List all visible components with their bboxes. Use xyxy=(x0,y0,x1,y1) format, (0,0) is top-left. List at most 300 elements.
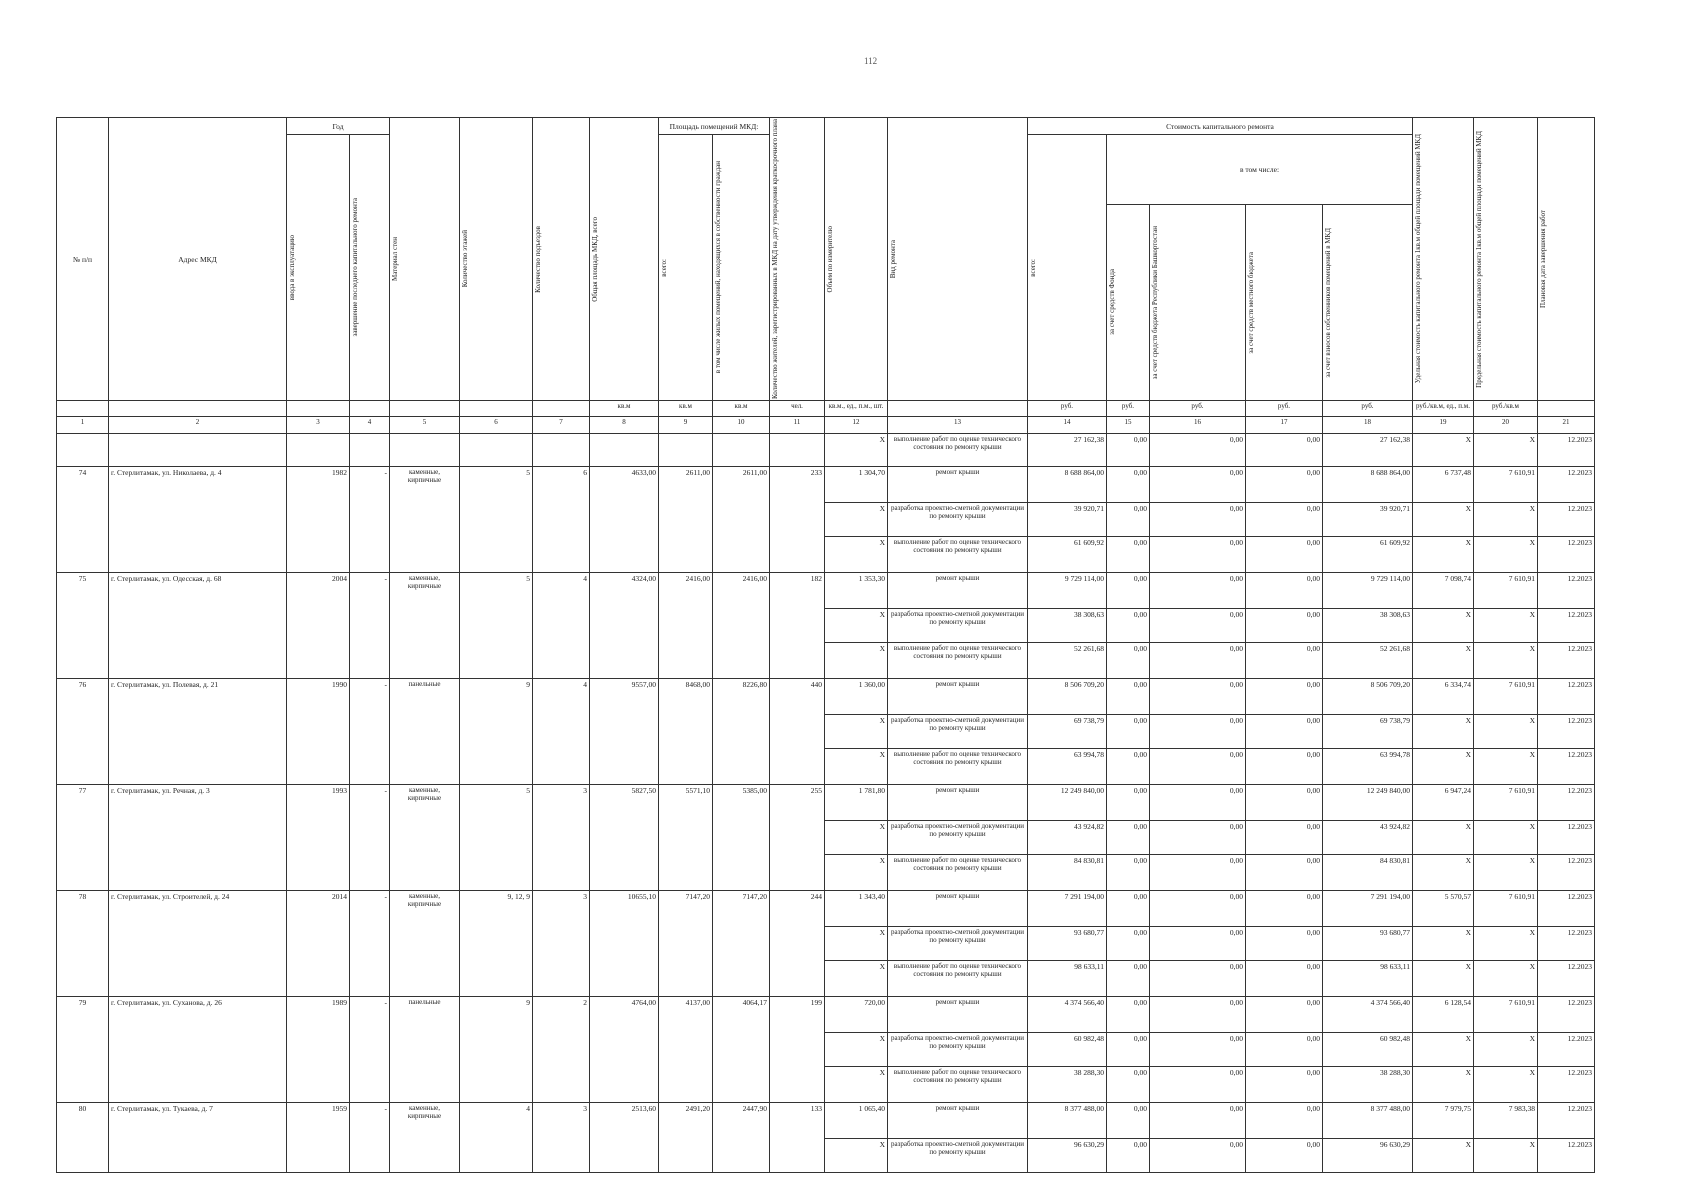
cost-total-cell: 60 982,48 xyxy=(1028,1033,1107,1067)
repair-type-cell: разработка проектно-сметной документации по ремонту крыши xyxy=(888,1033,1028,1067)
cost-republic-cell: 0,00 xyxy=(1150,715,1246,749)
unit-cost-cell: X xyxy=(1413,715,1474,749)
row-number-cell: 77 xyxy=(57,785,109,891)
column-number-cell: 9 xyxy=(659,417,713,434)
column-number-cell: 5 xyxy=(390,417,460,434)
header-fund: за счет средств Фонда xyxy=(1107,204,1150,400)
volume-cell: X xyxy=(825,855,888,891)
empty-cell xyxy=(350,434,390,467)
max-cost-cell: X xyxy=(1474,715,1538,749)
residents-cell: 440 xyxy=(770,679,825,785)
column-number-cell: 10 xyxy=(713,417,770,434)
max-cost-cell: 7 610,91 xyxy=(1474,679,1538,715)
table-row xyxy=(57,573,1595,609)
repair-plan-table xyxy=(56,117,1595,1173)
unit-cell xyxy=(533,401,590,417)
cost-owners-cell: 8 506 709,20 xyxy=(1323,679,1413,715)
area-all-cell: 7147,20 xyxy=(659,891,713,997)
cost-owners-cell: 93 680,77 xyxy=(1323,927,1413,961)
cost-fund-cell: 0,00 xyxy=(1107,1067,1150,1103)
commissioning-year-cell: 2004 xyxy=(287,573,350,679)
cost-local-cell: 0,00 xyxy=(1246,997,1323,1033)
column-number-cell: 8 xyxy=(590,417,659,434)
empty-cell xyxy=(770,434,825,467)
unit-cell: руб. xyxy=(1246,401,1323,417)
cost-republic-cell: 0,00 xyxy=(1150,609,1246,643)
cost-local-cell: 0,00 xyxy=(1246,1033,1323,1067)
total-area-cell: 4324,00 xyxy=(590,573,659,679)
cost-fund-cell: 0,00 xyxy=(1107,785,1150,821)
unit-cost-cell: 6 334,74 xyxy=(1413,679,1474,715)
address-cell: г. Стерлитамак, ул. Тукаева, д. 7 xyxy=(109,1103,287,1173)
cost-total-cell: 8 688 864,00 xyxy=(1028,467,1107,503)
total-area-cell: 9557,00 xyxy=(590,679,659,785)
repair-type-cell: ремонт крыши xyxy=(888,467,1028,503)
repair-type-cell: выполнение работ по оценке технического состояния по ремонту крыши xyxy=(888,643,1028,679)
entrances-cell: 3 xyxy=(533,785,590,891)
max-cost-cell: X xyxy=(1474,1139,1538,1173)
cost-republic-cell: 0,00 xyxy=(1150,573,1246,609)
floors-cell: 9 xyxy=(460,997,533,1103)
column-number-cell: 14 xyxy=(1028,417,1107,434)
volume-cell: X xyxy=(825,961,888,997)
repair-type-cell: разработка проектно-сметной документации по ремонту крыши xyxy=(888,821,1028,855)
cost-fund-cell: 0,00 xyxy=(1107,467,1150,503)
cost-local-cell: 0,00 xyxy=(1246,961,1323,997)
cost-republic-cell: 0,00 xyxy=(1150,503,1246,537)
volume-cell: X xyxy=(825,643,888,679)
column-number-cell: 21 xyxy=(1538,417,1595,434)
empty-cell xyxy=(390,434,460,467)
column-number-cell: 20 xyxy=(1474,417,1538,434)
max-cost-cell: X xyxy=(1474,434,1538,467)
column-number-cell: 3 xyxy=(287,417,350,434)
max-cost-cell: X xyxy=(1474,503,1538,537)
area-owned-cell: 7147,20 xyxy=(713,891,770,997)
volume-cell: X xyxy=(825,821,888,855)
empty-cell xyxy=(533,434,590,467)
last-repair-cell: - xyxy=(350,467,390,573)
unit-cell: кв.м xyxy=(713,401,770,417)
empty-cell xyxy=(460,434,533,467)
unit-cell: кв.м xyxy=(590,401,659,417)
cost-owners-cell: 98 633,11 xyxy=(1323,961,1413,997)
unit-cost-cell: X xyxy=(1413,537,1474,573)
unit-cost-cell: X xyxy=(1413,961,1474,997)
column-number-cell: 17 xyxy=(1246,417,1323,434)
area-owned-cell: 2447,90 xyxy=(713,1103,770,1173)
residents-cell: 255 xyxy=(770,785,825,891)
unit-cost-cell: 7 098,74 xyxy=(1413,573,1474,609)
cost-local-cell: 0,00 xyxy=(1246,1139,1323,1173)
address-cell: г. Стерлитамак, ул. Николаева, д. 4 xyxy=(109,467,287,573)
floors-cell: 5 xyxy=(460,573,533,679)
area-all-cell: 2611,00 xyxy=(659,467,713,573)
entrances-cell: 2 xyxy=(533,997,590,1103)
cost-republic-cell: 0,00 xyxy=(1150,785,1246,821)
header-volume: Объем по измерителю xyxy=(825,118,888,401)
cost-fund-cell: 0,00 xyxy=(1107,891,1150,927)
area-owned-cell: 2416,00 xyxy=(713,573,770,679)
cost-republic-cell: 0,00 xyxy=(1150,961,1246,997)
planned-date-cell: 12.2023 xyxy=(1538,927,1595,961)
unit-cell xyxy=(287,401,350,417)
floors-cell: 9 xyxy=(460,679,533,785)
table-row xyxy=(57,434,1595,467)
volume-cell: X xyxy=(825,503,888,537)
max-cost-cell: 7 610,91 xyxy=(1474,997,1538,1033)
row-number-cell: 76 xyxy=(57,679,109,785)
cost-local-cell: 0,00 xyxy=(1246,785,1323,821)
cost-republic-cell: 0,00 xyxy=(1150,1139,1246,1173)
header-address: Адрес МКД xyxy=(109,118,287,401)
repair-type-cell: выполнение работ по оценке технического состояния по ремонту крыши xyxy=(888,961,1028,997)
unit-cell xyxy=(460,401,533,417)
area-all-cell: 8468,00 xyxy=(659,679,713,785)
last-repair-cell: - xyxy=(350,891,390,997)
cost-local-cell: 0,00 xyxy=(1246,855,1323,891)
max-cost-cell: X xyxy=(1474,961,1538,997)
planned-date-cell: 12.2023 xyxy=(1538,855,1595,891)
commissioning-year-cell: 1990 xyxy=(287,679,350,785)
max-cost-cell: X xyxy=(1474,927,1538,961)
address-cell: г. Стерлитамак, ул. Строителей, д. 24 xyxy=(109,891,287,997)
cost-local-cell: 0,00 xyxy=(1246,927,1323,961)
header-area-group: Площадь помещений МКД: xyxy=(659,118,770,135)
total-area-cell: 10655,10 xyxy=(590,891,659,997)
area-owned-cell: 2611,00 xyxy=(713,467,770,573)
cost-local-cell: 0,00 xyxy=(1246,821,1323,855)
residents-cell: 199 xyxy=(770,997,825,1103)
max-cost-cell: 7 610,91 xyxy=(1474,785,1538,821)
max-cost-cell: X xyxy=(1474,1067,1538,1103)
unit-cell: руб. xyxy=(1028,401,1107,417)
residents-cell: 244 xyxy=(770,891,825,997)
cost-owners-cell: 38 308,63 xyxy=(1323,609,1413,643)
cost-fund-cell: 0,00 xyxy=(1107,609,1150,643)
total-area-cell: 4633,00 xyxy=(590,467,659,573)
address-cell: г. Стерлитамак, ул. Речная, д. 3 xyxy=(109,785,287,891)
max-cost-cell: X xyxy=(1474,1033,1538,1067)
commissioning-year-cell: 1993 xyxy=(287,785,350,891)
entrances-cell: 3 xyxy=(533,1103,590,1173)
cost-owners-cell: 27 162,38 xyxy=(1323,434,1413,467)
planned-date-cell: 12.2023 xyxy=(1538,997,1595,1033)
cost-owners-cell: 38 288,30 xyxy=(1323,1067,1413,1103)
last-repair-cell: - xyxy=(350,997,390,1103)
unit-cell: кв.м., ед., п.м., шт. xyxy=(825,401,888,417)
cost-owners-cell: 8 377 488,00 xyxy=(1323,1103,1413,1139)
cost-local-cell: 0,00 xyxy=(1246,573,1323,609)
planned-date-cell: 12.2023 xyxy=(1538,573,1595,609)
page-number: 112 xyxy=(864,56,878,66)
max-cost-cell: X xyxy=(1474,821,1538,855)
total-area-cell: 4764,00 xyxy=(590,997,659,1103)
column-number-cell: 13 xyxy=(888,417,1028,434)
header-commissioning: ввода в эксплуатацию xyxy=(287,135,350,401)
unit-cell xyxy=(350,401,390,417)
wall-material-cell: каменные, кирпичные xyxy=(390,573,460,679)
cost-local-cell: 0,00 xyxy=(1246,749,1323,785)
units-row xyxy=(57,401,1595,417)
planned-date-cell: 12.2023 xyxy=(1538,643,1595,679)
header-cost-total: всего: xyxy=(1028,135,1107,401)
header-area-owned: в том числе жилых помещений, находящихся в собственности граждан xyxy=(713,135,770,401)
unit-cost-cell: X xyxy=(1413,1067,1474,1103)
entrances-cell: 4 xyxy=(533,679,590,785)
volume-cell: X xyxy=(825,927,888,961)
planned-date-cell: 12.2023 xyxy=(1538,1033,1595,1067)
planned-date-cell: 12.2023 xyxy=(1538,1103,1595,1139)
cost-total-cell: 4 374 566,40 xyxy=(1028,997,1107,1033)
row-number-cell: 79 xyxy=(57,997,109,1103)
header-total-area: Общая площадь МКД, всего xyxy=(590,118,659,401)
repair-type-cell: выполнение работ по оценке технического состояния по ремонту крыши xyxy=(888,434,1028,467)
cost-total-cell: 27 162,38 xyxy=(1028,434,1107,467)
volume-cell: X xyxy=(825,1139,888,1173)
unit-cell xyxy=(390,401,460,417)
planned-date-cell: 12.2023 xyxy=(1538,961,1595,997)
cost-republic-cell: 0,00 xyxy=(1150,855,1246,891)
unit-cell: руб./кв.м xyxy=(1474,401,1538,417)
entrances-cell: 3 xyxy=(533,891,590,997)
column-number-cell: 12 xyxy=(825,417,888,434)
cost-local-cell: 0,00 xyxy=(1246,891,1323,927)
last-repair-cell: - xyxy=(350,573,390,679)
row-number-cell: 74 xyxy=(57,467,109,573)
row-number-cell: 78 xyxy=(57,891,109,997)
floors-cell: 5 xyxy=(460,785,533,891)
table-body xyxy=(57,434,1595,1173)
cost-fund-cell: 0,00 xyxy=(1107,855,1150,891)
cost-republic-cell: 0,00 xyxy=(1150,679,1246,715)
cost-republic-cell: 0,00 xyxy=(1150,891,1246,927)
max-cost-cell: 7 610,91 xyxy=(1474,573,1538,609)
planned-date-cell: 12.2023 xyxy=(1538,503,1595,537)
wall-material-cell: каменные, кирпичные xyxy=(390,1103,460,1173)
header-num: № п/п xyxy=(57,118,109,401)
column-number-cell: 4 xyxy=(350,417,390,434)
unit-cost-cell: X xyxy=(1413,927,1474,961)
cost-owners-cell: 52 261,68 xyxy=(1323,643,1413,679)
wall-material-cell: панельные xyxy=(390,679,460,785)
cost-republic-cell: 0,00 xyxy=(1150,467,1246,503)
unit-cell: кв.м xyxy=(659,401,713,417)
unit-cost-cell: X xyxy=(1413,855,1474,891)
planned-date-cell: 12.2023 xyxy=(1538,467,1595,503)
entrances-cell: 6 xyxy=(533,467,590,573)
cost-fund-cell: 0,00 xyxy=(1107,643,1150,679)
commissioning-year-cell: 2014 xyxy=(287,891,350,997)
cost-local-cell: 0,00 xyxy=(1246,609,1323,643)
header-max-cost: Предельная стоимость капитального ремонта 1кв.м общей площади помещений МКД xyxy=(1474,118,1538,401)
cost-fund-cell: 0,00 xyxy=(1107,749,1150,785)
unit-cost-cell: X xyxy=(1413,434,1474,467)
cost-republic-cell: 0,00 xyxy=(1150,927,1246,961)
max-cost-cell: X xyxy=(1474,537,1538,573)
max-cost-cell: X xyxy=(1474,855,1538,891)
empty-cell xyxy=(659,434,713,467)
cost-fund-cell: 0,00 xyxy=(1107,503,1150,537)
last-repair-cell: - xyxy=(350,679,390,785)
repair-type-cell: выполнение работ по оценке технического состояния по ремонту крыши xyxy=(888,749,1028,785)
total-area-cell: 2513,60 xyxy=(590,1103,659,1173)
volume-cell: 1 065,40 xyxy=(825,1103,888,1139)
table-header xyxy=(57,118,1595,434)
header-unit-cost: Удельная стоимость капитального ремонта 1кв.м общей площади помещений МКД xyxy=(1413,118,1474,401)
cost-fund-cell: 0,00 xyxy=(1107,1139,1150,1173)
header-owners: за счет взносов собственников помещений в МКД xyxy=(1323,204,1413,400)
volume-cell: 1 781,80 xyxy=(825,785,888,821)
area-owned-cell: 8226,80 xyxy=(713,679,770,785)
unit-cell: руб. xyxy=(1323,401,1413,417)
unit-cost-cell: 6 947,24 xyxy=(1413,785,1474,821)
area-all-cell: 2416,00 xyxy=(659,573,713,679)
cost-total-cell: 96 630,29 xyxy=(1028,1139,1107,1173)
repair-type-cell: разработка проектно-сметной документации по ремонту крыши xyxy=(888,609,1028,643)
area-owned-cell: 4064,17 xyxy=(713,997,770,1103)
cost-owners-cell: 4 374 566,40 xyxy=(1323,997,1413,1033)
cost-local-cell: 0,00 xyxy=(1246,715,1323,749)
cost-republic-cell: 0,00 xyxy=(1150,537,1246,573)
volume-cell: 720,00 xyxy=(825,997,888,1033)
repair-type-cell: разработка проектно-сметной документации по ремонту крыши xyxy=(888,715,1028,749)
cost-owners-cell: 39 920,71 xyxy=(1323,503,1413,537)
column-number-cell: 1 xyxy=(57,417,109,434)
cost-total-cell: 63 994,78 xyxy=(1028,749,1107,785)
floors-cell: 4 xyxy=(460,1103,533,1173)
area-all-cell: 2491,20 xyxy=(659,1103,713,1173)
volume-cell: 1 353,30 xyxy=(825,573,888,609)
cost-fund-cell: 0,00 xyxy=(1107,573,1150,609)
row-number-cell: 80 xyxy=(57,1103,109,1173)
cost-fund-cell: 0,00 xyxy=(1107,927,1150,961)
cost-owners-cell: 7 291 194,00 xyxy=(1323,891,1413,927)
cost-total-cell: 43 924,82 xyxy=(1028,821,1107,855)
entrances-cell: 4 xyxy=(533,573,590,679)
cost-local-cell: 0,00 xyxy=(1246,1067,1323,1103)
planned-date-cell: 12.2023 xyxy=(1538,1139,1595,1173)
volume-cell: X xyxy=(825,434,888,467)
cost-republic-cell: 0,00 xyxy=(1150,1033,1246,1067)
header-repair-type: Вид ремонта xyxy=(888,118,1028,401)
cost-local-cell: 0,00 xyxy=(1246,503,1323,537)
cost-local-cell: 0,00 xyxy=(1246,537,1323,573)
volume-cell: X xyxy=(825,749,888,785)
unit-cell xyxy=(57,401,109,417)
wall-material-cell: панельные xyxy=(390,997,460,1103)
unit-cost-cell: X xyxy=(1413,749,1474,785)
unit-cost-cell: X xyxy=(1413,821,1474,855)
address-cell: г. Стерлитамак, ул. Одесская, д. 68 xyxy=(109,573,287,679)
repair-type-cell: выполнение работ по оценке технического состояния по ремонту крыши xyxy=(888,1067,1028,1103)
cost-local-cell: 0,00 xyxy=(1246,643,1323,679)
header-including: в том числе: xyxy=(1107,135,1413,205)
cost-total-cell: 98 633,11 xyxy=(1028,961,1107,997)
cost-republic-cell: 0,00 xyxy=(1150,1067,1246,1103)
unit-cost-cell: 6 128,54 xyxy=(1413,997,1474,1033)
cost-owners-cell: 8 688 864,00 xyxy=(1323,467,1413,503)
area-owned-cell: 5385,00 xyxy=(713,785,770,891)
volume-cell: X xyxy=(825,609,888,643)
volume-cell: 1 360,00 xyxy=(825,679,888,715)
volume-cell: X xyxy=(825,715,888,749)
last-repair-cell: - xyxy=(350,1103,390,1173)
planned-date-cell: 12.2023 xyxy=(1538,749,1595,785)
empty-cell xyxy=(713,434,770,467)
cost-owners-cell: 12 249 840,00 xyxy=(1323,785,1413,821)
header-cost-group: Стоимость капитального ремонта xyxy=(1028,118,1413,135)
unit-cost-cell: X xyxy=(1413,1139,1474,1173)
unit-cost-cell: X xyxy=(1413,1033,1474,1067)
cost-fund-cell: 0,00 xyxy=(1107,715,1150,749)
table-row xyxy=(57,891,1595,927)
cost-total-cell: 9 729 114,00 xyxy=(1028,573,1107,609)
volume-cell: X xyxy=(825,1067,888,1103)
cost-local-cell: 0,00 xyxy=(1246,679,1323,715)
volume-cell: 1 343,40 xyxy=(825,891,888,927)
floors-cell: 9, 12, 9 xyxy=(460,891,533,997)
residents-cell: 233 xyxy=(770,467,825,573)
volume-cell: X xyxy=(825,537,888,573)
row-number-cell: 75 xyxy=(57,573,109,679)
table-row xyxy=(57,785,1595,821)
cost-owners-cell: 96 630,29 xyxy=(1323,1139,1413,1173)
empty-cell xyxy=(287,434,350,467)
cost-fund-cell: 0,00 xyxy=(1107,1033,1150,1067)
cost-total-cell: 8 506 709,20 xyxy=(1028,679,1107,715)
table-row xyxy=(57,997,1595,1033)
cost-republic-cell: 0,00 xyxy=(1150,749,1246,785)
max-cost-cell: X xyxy=(1474,643,1538,679)
commissioning-year-cell: 1989 xyxy=(287,997,350,1103)
column-number-cell: 11 xyxy=(770,417,825,434)
cost-owners-cell: 63 994,78 xyxy=(1323,749,1413,785)
volume-cell: X xyxy=(825,1033,888,1067)
unit-cost-cell: 5 570,57 xyxy=(1413,891,1474,927)
area-all-cell: 5571,10 xyxy=(659,785,713,891)
header-entrances: Количество подъездов xyxy=(533,118,590,401)
cost-fund-cell: 0,00 xyxy=(1107,434,1150,467)
cost-local-cell: 0,00 xyxy=(1246,434,1323,467)
unit-cell xyxy=(888,401,1028,417)
cost-fund-cell: 0,00 xyxy=(1107,961,1150,997)
empty-cell xyxy=(109,434,287,467)
planned-date-cell: 12.2023 xyxy=(1538,715,1595,749)
planned-date-cell: 12.2023 xyxy=(1538,891,1595,927)
unit-cell: чел. xyxy=(770,401,825,417)
max-cost-cell: 7 610,91 xyxy=(1474,891,1538,927)
last-repair-cell: - xyxy=(350,785,390,891)
empty-cell xyxy=(590,434,659,467)
cost-fund-cell: 0,00 xyxy=(1107,537,1150,573)
column-number-cell: 2 xyxy=(109,417,287,434)
wall-material-cell: каменные, кирпичные xyxy=(390,891,460,997)
repair-type-cell: выполнение работ по оценке технического состояния по ремонту крыши xyxy=(888,537,1028,573)
unit-cell xyxy=(1538,401,1595,417)
repair-type-cell: ремонт крыши xyxy=(888,891,1028,927)
unit-cost-cell: X xyxy=(1413,609,1474,643)
commissioning-year-cell: 1982 xyxy=(287,467,350,573)
residents-cell: 133 xyxy=(770,1103,825,1173)
max-cost-cell: X xyxy=(1474,749,1538,785)
planned-date-cell: 12.2023 xyxy=(1538,785,1595,821)
cost-total-cell: 69 738,79 xyxy=(1028,715,1107,749)
cost-owners-cell: 43 924,82 xyxy=(1323,821,1413,855)
cost-fund-cell: 0,00 xyxy=(1107,1103,1150,1139)
cost-fund-cell: 0,00 xyxy=(1107,997,1150,1033)
cost-republic-cell: 0,00 xyxy=(1150,1103,1246,1139)
